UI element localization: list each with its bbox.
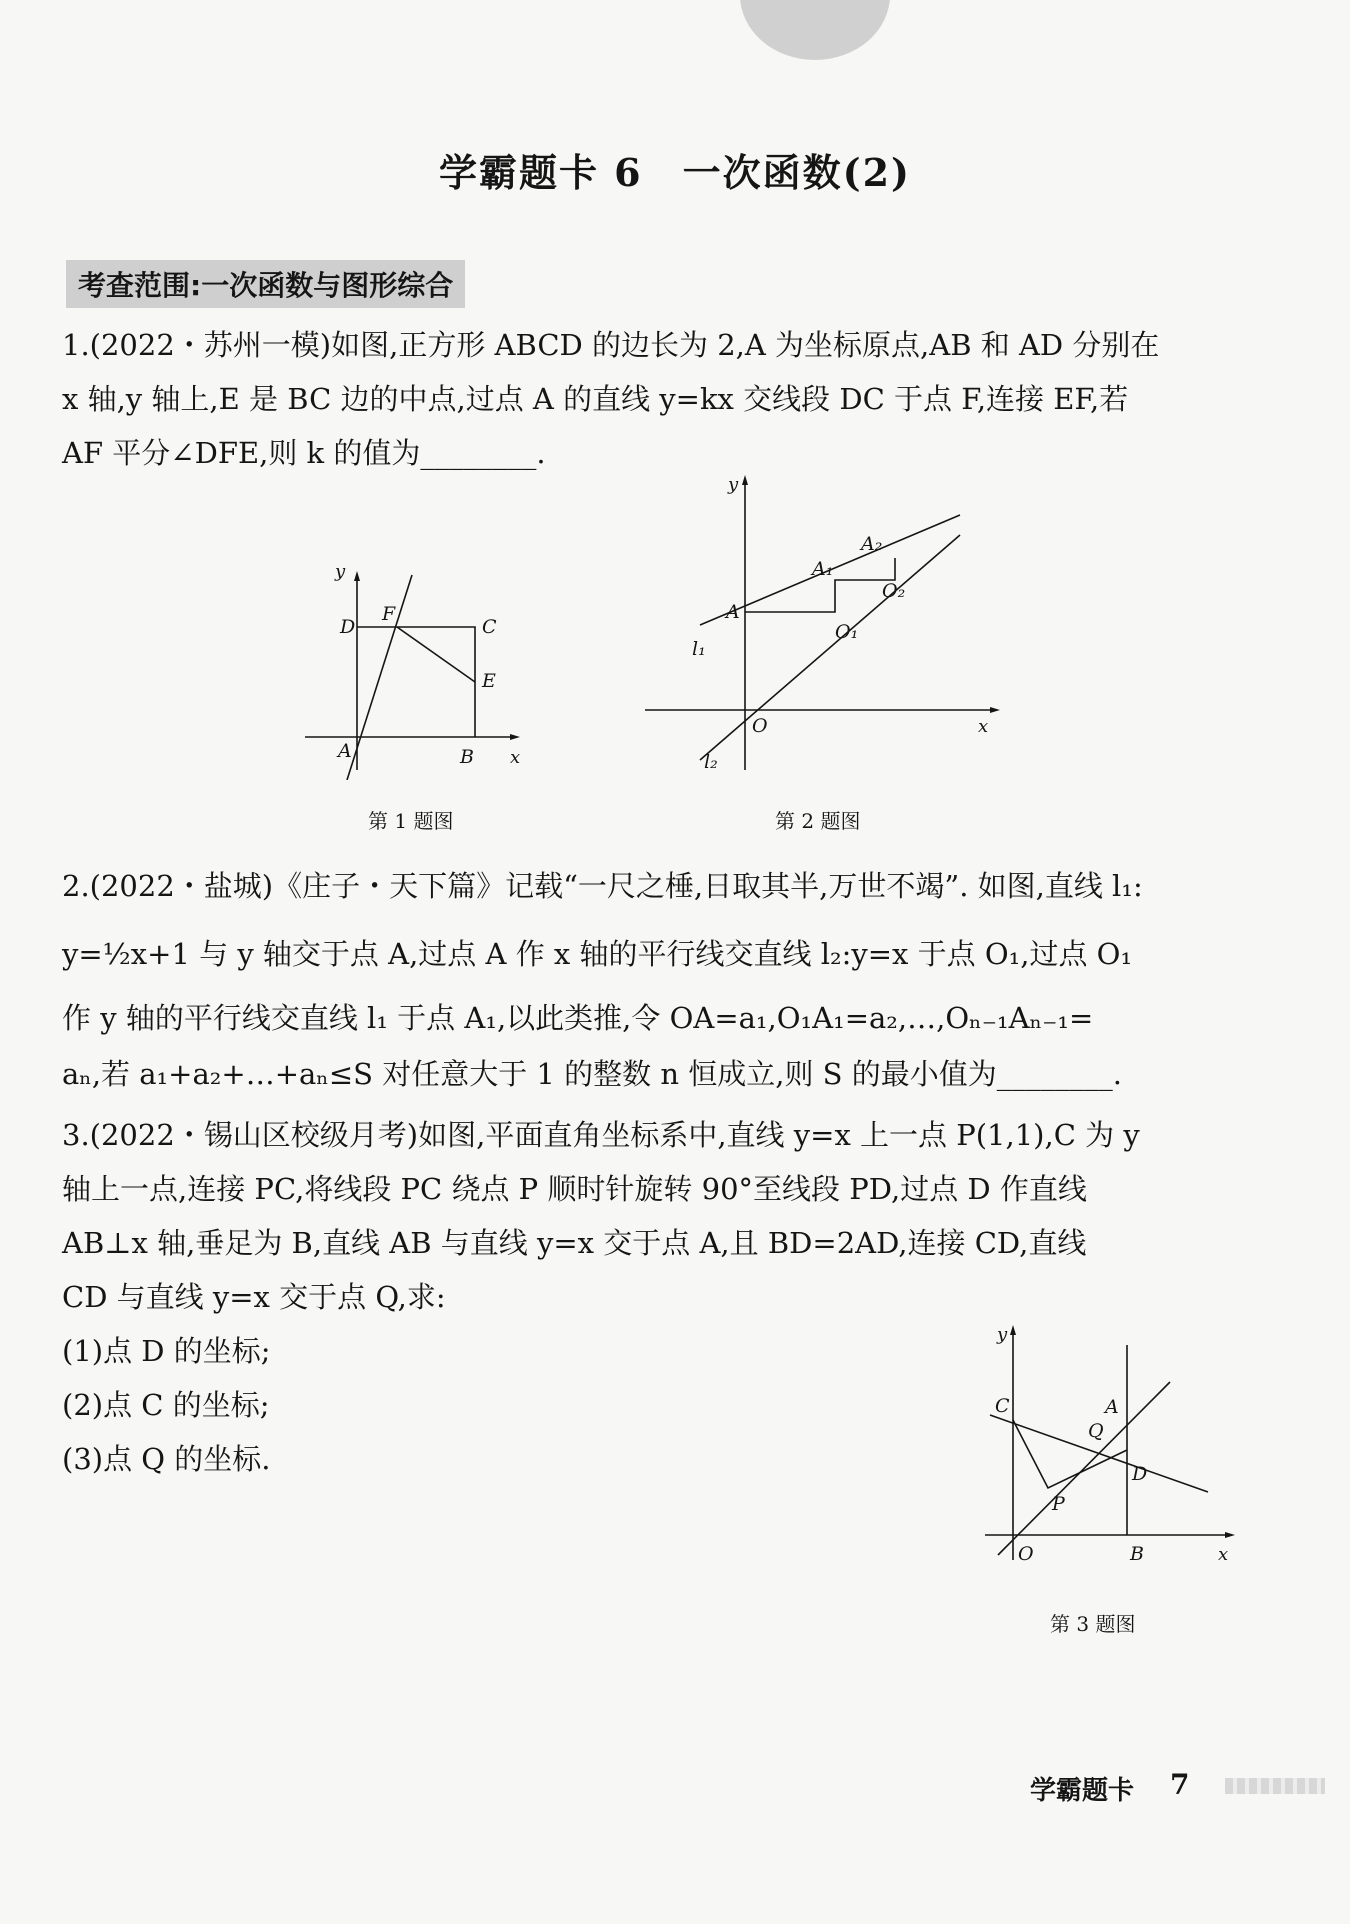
figure-1 (300, 555, 540, 780)
question-3-line-2: 轴上一点,连接 PC,将线段 PC 绕点 P 顺时针旋转 90°至线段 PD,过点 D 作直线 (62, 1172, 1087, 1206)
fig1-label-b: B (460, 746, 474, 768)
figure-2-caption: 第 2 题图 (775, 809, 861, 833)
fig2-label-a: A (726, 601, 740, 623)
segment-ef (397, 627, 475, 682)
page-number: 7 (1170, 1768, 1190, 1801)
question-2-line-4: aₙ,若 a₁+a₂+…+aₙ≤S 对任意大于 1 的整数 n 恒成立,则 S 的最小值为________. (62, 1057, 1122, 1091)
fig1-label-a: A (338, 740, 352, 762)
fig2-label-a1: A₁ (812, 558, 834, 580)
fig3-label-q: Q (1088, 1420, 1104, 1442)
fig3-label-b: B (1130, 1543, 1144, 1565)
fig2-label-l2: l₂ (704, 751, 718, 773)
question-3-sub-2: (2)点 C 的坐标; (62, 1388, 270, 1422)
fig2-label-o2: O₂ (882, 580, 906, 602)
question-2-line-3: 作 y 轴的平行线交直线 l₁ 于点 A₁,以此类推,令 OA=a₁,O₁A₁=a₂,…,Oₙ₋₁Aₙ₋₁= (62, 1001, 1094, 1035)
fig2-label-o: O (752, 715, 768, 737)
figure-3-caption: 第 3 题图 (1050, 1612, 1136, 1636)
figure-3 (980, 1320, 1240, 1570)
fig3-label-a: A (1105, 1396, 1119, 1418)
segments-pc-pd (1013, 1420, 1127, 1488)
fig1-label-c: C (482, 616, 497, 638)
question-3-sub-1: (1)点 D 的坐标; (62, 1334, 271, 1368)
fig3-label-x: x (1218, 1544, 1229, 1565)
section-tag: 考查范围:一次函数与图形综合 (66, 260, 465, 308)
fig2-label-o1: O₁ (835, 621, 859, 643)
figure-1-caption: 第 1 题图 (368, 809, 454, 833)
decorative-arc (740, 0, 890, 60)
fig1-label-d: D (340, 616, 356, 638)
page-title: 学霸题卡 6 一次函数(2) (438, 150, 912, 195)
footer-label: 学霸题卡 (1030, 1776, 1135, 1806)
fig1-label-y: y (335, 561, 346, 582)
question-3-line-1: 3.(2022・锡山区校级月考)如图,平面直角坐标系中,直线 y=x 上一点 P(1,1),C 为 y (62, 1118, 1140, 1152)
fig2-label-l1: l₁ (692, 638, 706, 660)
fig3-label-o: O (1018, 1543, 1034, 1565)
figure-2 (630, 470, 1010, 775)
question-1-line-1: 1.(2022・苏州一模)如图,正方形 ABCD 的边长为 2,A 为坐标原点,AB 和 AD 分别在 (62, 328, 1160, 362)
fig2-label-x: x (978, 716, 989, 737)
fig3-label-c: C (995, 1395, 1010, 1417)
question-3-line-3: AB⊥x 轴,垂足为 B,直线 AB 与直线 y=x 交于点 A,且 BD=2AD,连接 CD,直线 (62, 1226, 1087, 1260)
question-2-line-2: y=½x+1 与 y 轴交于点 A,过点 A 作 x 轴的平行线交直线 l₂:y=x 于点 O₁,过点 O₁ (62, 937, 1133, 971)
question-3-line-4: CD 与直线 y=x 交于点 Q,求: (62, 1280, 446, 1314)
fig3-label-d: D (1132, 1463, 1148, 1485)
square-sides (357, 627, 475, 737)
question-1-line-3: AF 平分∠DFE,则 k 的值为________. (62, 436, 546, 470)
fig1-label-e: E (482, 670, 496, 692)
fig3-label-p: P (1052, 1493, 1065, 1515)
question-3-sub-3: (3)点 Q 的坐标. (62, 1442, 271, 1476)
fig1-label-x: x (510, 747, 521, 768)
fig2-label-y: y (728, 474, 739, 495)
question-1 (62, 318, 1262, 480)
fig2-label-a2: A₂ (861, 533, 883, 555)
question-2 (62, 858, 1262, 1102)
fig1-label-f: F (382, 603, 396, 625)
question-1-line-2: x 轴,y 轴上,E 是 BC 边的中点,过点 A 的直线 y=kx 交线段 DC 于点 F,连接 EF,若 (62, 382, 1129, 416)
decorative-footer-mark (1225, 1778, 1325, 1794)
fig3-label-y: y (997, 1324, 1008, 1345)
question-2-line-1: 2.(2022・盐城)《庄子・天下篇》记载“一尺之棰,日取其半,万世不竭”. 如图,直线 l₁: (62, 869, 1143, 903)
